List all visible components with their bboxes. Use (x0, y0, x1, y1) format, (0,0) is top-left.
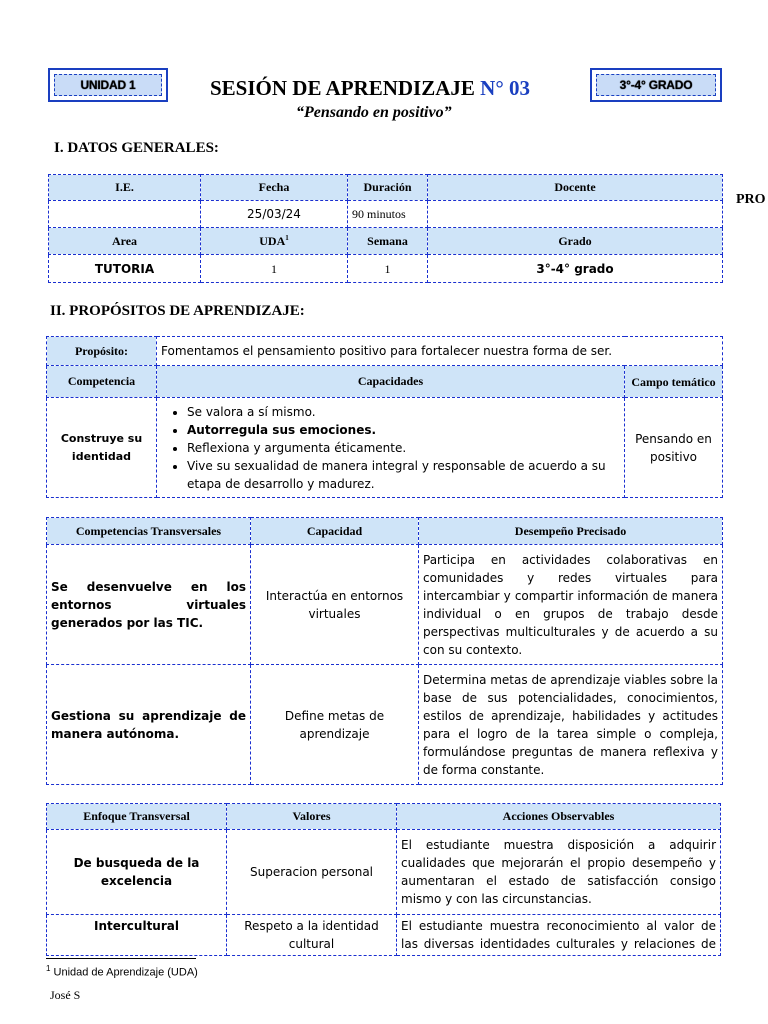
header-acciones: Acciones Observables (397, 804, 721, 830)
header-enfoque: Enfoque Transversal (47, 804, 227, 830)
competencia-value: Construye su identidad (47, 398, 157, 498)
footnote-divider (46, 958, 196, 959)
proposito-label: Propósito: (47, 337, 157, 366)
header-fecha: Fecha (201, 175, 348, 201)
capacidades-list (161, 403, 620, 493)
footnote (46, 964, 198, 979)
header-docente: Docente (428, 175, 723, 201)
header-grado: Grado (428, 228, 723, 255)
header-competencia: Competencia (47, 366, 157, 398)
title-text: SESIÓN DE APRENDIZAJE (210, 76, 475, 100)
page-subtitle: “Pensando en positivo” (296, 104, 452, 121)
desempeno-2: Determina metas de aprendizaje viables sobre la base de sus potencialidades, conocimientos, estilos de aprendizaje, habilidades y actitudes para el logro de la tarea simple o compleja, formulándose preguntas de manera reflexiva y de forma constante. (419, 665, 723, 785)
proposito-text: Fomentamos el pensamiento positivo para fortalecer nuestra forma de ser. (157, 337, 723, 366)
header-capacidad: Capacidad (251, 518, 419, 545)
list-item: • Reflexiona y argumenta éticamente. (187, 439, 620, 457)
datos-generales-table (48, 174, 723, 283)
list-item: • Vive su sexualidad de manera integral y responsable de acuerdo a su etapa de desarrollo y madurez. (187, 457, 620, 493)
enfoque-1: De busqueda de la excelencia (47, 830, 227, 915)
capacidades-list-cell (157, 398, 625, 498)
grade-badge-label: 3°-4° GRADO (596, 74, 716, 96)
footnote-text: Unidad de Aprendizaje (UDA) (53, 966, 198, 979)
header-competencias-transversales: Competencias Transversales (47, 518, 251, 545)
list-item: • Autorregula sus emociones. (187, 421, 620, 439)
enfoques-table (46, 803, 721, 956)
section-propositos-title: II. PROPÓSITOS DE APRENDIZAJE: (50, 303, 305, 319)
value-semana: 1 (348, 255, 428, 283)
desempeno-1: Participa en actividades colaborativas en comunidades y redes virtuales para intercambiar y compartir información de manera individual o en grupos de trabajo desde perspectivas multiculturales y de acuerdo a su con su contexto. (419, 545, 723, 665)
valor-2: Respeto a la identidad cultural (227, 915, 397, 956)
grade-badge (590, 68, 722, 102)
list-item: • Se valora a sí mismo. (187, 403, 620, 421)
header-campo-tematico: Campo temático (625, 366, 723, 398)
enfoque-2: Intercultural (47, 915, 227, 956)
footnote-ref: 1 (285, 233, 289, 242)
header-uda-label: UDA (259, 233, 286, 248)
unit-badge (48, 68, 168, 102)
header-valores: Valores (227, 804, 397, 830)
session-number: N° 03 (480, 76, 530, 100)
value-uda: 1 (201, 255, 348, 283)
section-datos-generales-title: I. DATOS GENERALES: (54, 140, 219, 156)
valor-1: Superacion personal (227, 830, 397, 915)
header-ie: I.E. (49, 175, 201, 201)
competencias-transversales-table (46, 517, 723, 785)
acciones-2: El estudiante muestra reconocimiento al valor de las diversas identidades culturales y relaciones de (397, 915, 721, 956)
competencia-transversal-1: Se desenvuelve en los entornos virtuales generados por las TIC. (47, 545, 251, 665)
value-duracion: 90 minutos (348, 201, 428, 228)
campo-value: Pensando en positivo (625, 398, 723, 498)
capacidad-1: Interactúa en entornos virtuales (251, 545, 419, 665)
header-desempeno: Desempeño Precisado (419, 518, 723, 545)
header-area: Area (49, 228, 201, 255)
value-docente (428, 201, 723, 228)
capacidad-2: Define metas de aprendizaje (251, 665, 419, 785)
cutoff-text: PRO (736, 192, 766, 207)
competencia-transversal-2: Gestiona su aprendizaje de manera autónoma. (47, 665, 251, 785)
unit-badge-label: UNIDAD 1 (54, 74, 162, 96)
value-ie (49, 201, 201, 228)
value-area: TUTORIA (49, 255, 201, 283)
header-semana: Semana (348, 228, 428, 255)
author: José S (50, 988, 81, 1002)
footnote-marker: 1 (46, 964, 51, 973)
header-duracion: Duración (348, 175, 428, 201)
propositos-table (46, 336, 723, 498)
header-uda (201, 228, 348, 255)
value-grado: 3°-4° grado (428, 255, 723, 283)
header-capacidades: Capacidades (157, 366, 625, 398)
acciones-1: El estudiante muestra disposición a adquirir cualidades que mejorarán el propio desempeño y aumentaran el estado de satisfacción consigo mismo y con las circunstancias. (397, 830, 721, 915)
value-fecha: 25/03/24 (201, 201, 348, 228)
page-title (210, 76, 530, 101)
